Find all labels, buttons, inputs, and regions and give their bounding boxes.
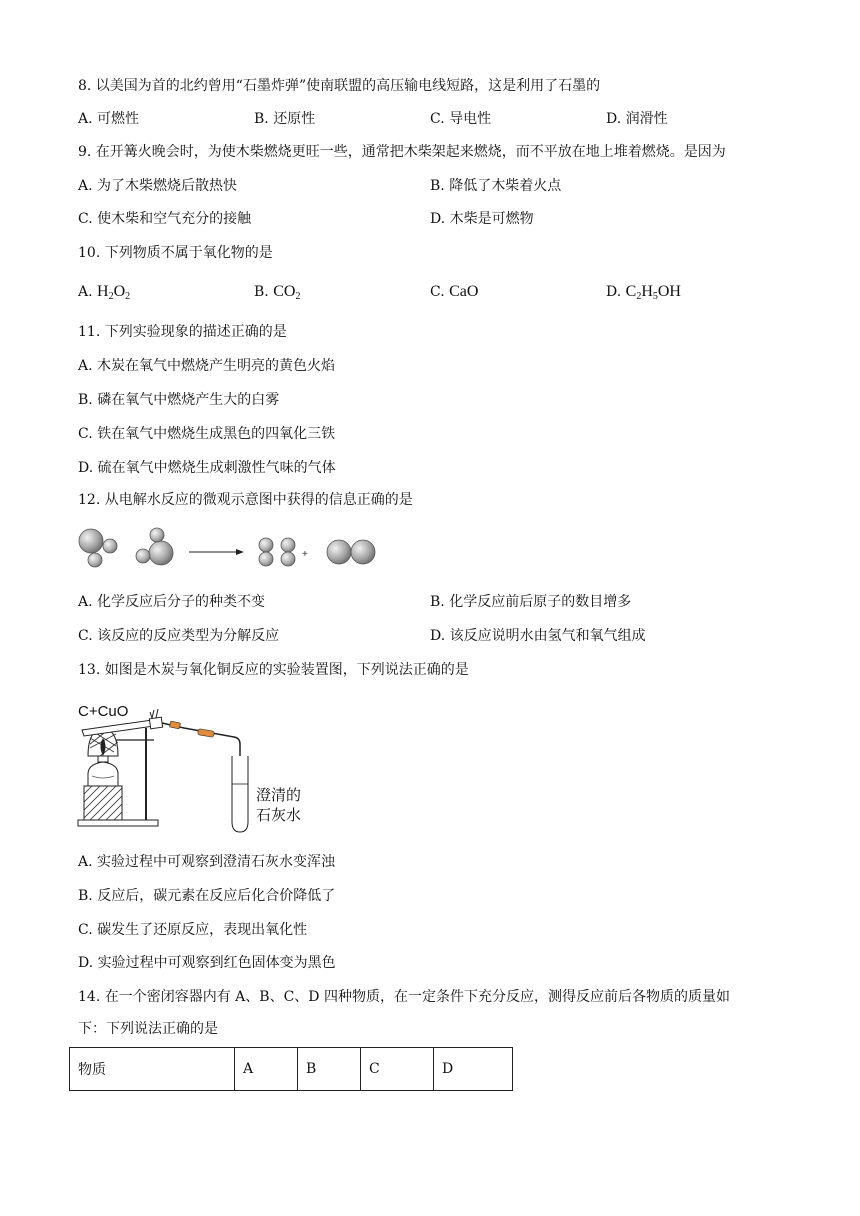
q13-option-c: C. 碳发生了还原反应，表现出氧化性 bbox=[78, 922, 308, 938]
q9-option-d: D. 木柴是可燃物 bbox=[430, 211, 534, 227]
q8-stem: 8. 以美国为首的北约曾用“石墨炸弹”使南联盟的高压输电线短路，这是利用了石墨的 bbox=[78, 78, 601, 94]
apparatus-label: C+CuO bbox=[78, 703, 129, 720]
q9-option-c: C. 使木柴和空气充分的接触 bbox=[78, 211, 252, 227]
q11-option-a: A. 木炭在氧气中燃烧产生明亮的黄色火焰 bbox=[78, 358, 336, 374]
q11-stem: 11. 下列实验现象的描述正确的是 bbox=[78, 324, 287, 340]
q12-option-d: D. 该反应说明水由氢气和氧气组成 bbox=[430, 628, 646, 644]
alcohol-lamp bbox=[88, 756, 118, 786]
q14-stem-line2: 下：下列说法正确的是 bbox=[78, 1021, 218, 1037]
oxygen-molecule bbox=[327, 540, 375, 564]
option-letter: B. bbox=[254, 284, 269, 300]
table-header-cell: A bbox=[235, 1048, 298, 1091]
table-header-cell: C bbox=[361, 1048, 434, 1091]
carbon-copper-oxide-apparatus bbox=[74, 698, 324, 838]
water-molecule-2 bbox=[136, 528, 173, 565]
q13-option-b: B. 反应后，碳元素在反应后化合价降低了 bbox=[78, 888, 336, 904]
q14-stem-line1: 14. 在一个密闭容器内有 A、B、C、D 四种物质，在一定条件下充分反应，测得反应前后各物质的质量如 bbox=[78, 989, 730, 1005]
hydrogen-molecule-2 bbox=[281, 538, 295, 566]
limewater-label-line1: 澄清的 bbox=[256, 786, 302, 804]
formula-h2o2: $H_2O_2$ bbox=[97, 283, 131, 302]
option-letter: C. bbox=[430, 284, 445, 300]
q9-stem: 9. 在开篝火晚会时，为使木柴燃烧更旺一些，通常把木柴架起来燃烧，而不平放在地上堆着燃烧。是因为 bbox=[78, 144, 726, 160]
formula-cao: CaO bbox=[449, 283, 479, 300]
table-header-cell: D bbox=[434, 1048, 513, 1091]
q12-stem: 12. 从电解水反应的微观示意图中获得的信息正确的是 bbox=[78, 492, 413, 508]
table-header-cell: B bbox=[298, 1048, 361, 1091]
q9-option-a: A. 为了木柴燃烧后散热快 bbox=[78, 178, 238, 194]
q8-option-d: D. 润滑性 bbox=[606, 111, 668, 127]
plus-sign: + bbox=[302, 549, 308, 560]
formula-c2h5oh: $C_2H_5OH$ bbox=[625, 283, 681, 302]
q8-option-c: C. 导电性 bbox=[430, 111, 492, 127]
limewater-test-tube bbox=[232, 756, 248, 832]
mass-table bbox=[69, 1047, 513, 1091]
q8-option-a: A. 可燃性 bbox=[78, 111, 140, 127]
heating-block bbox=[84, 786, 122, 820]
q13-stem: 13. 如图是木炭与氧化铜反应的实验装置图，下列说法正确的是 bbox=[78, 662, 469, 678]
stopper-tuft bbox=[150, 709, 158, 718]
q10-option-a bbox=[78, 282, 130, 307]
q10-option-c bbox=[430, 282, 478, 302]
q13-option-a: A. 实验过程中可观察到澄清石灰水变浑浊 bbox=[78, 854, 336, 870]
limewater-label-line2: 石灰水 bbox=[256, 806, 302, 824]
table-header-cell: 物质 bbox=[70, 1048, 235, 1091]
water-molecule-1 bbox=[79, 529, 117, 567]
delivery-tube bbox=[162, 721, 240, 824]
option-letter: D. bbox=[606, 284, 622, 300]
option-letter: A. bbox=[78, 284, 93, 300]
q8-option-b: B. 还原性 bbox=[254, 111, 316, 127]
reaction-test-tube bbox=[82, 717, 163, 736]
table-row bbox=[70, 1048, 513, 1091]
q11-option-c: C. 铁在氧气中燃烧生成黑色的四氧化三铁 bbox=[78, 426, 336, 442]
q11-option-d: D. 硫在氧气中燃烧生成刺激性气味的气体 bbox=[78, 460, 336, 476]
q10-option-d bbox=[606, 282, 681, 307]
q13-option-d: D. 实验过程中可观察到红色固体变为黑色 bbox=[78, 955, 336, 971]
q12-option-a: A. 化学反应后分子的种类不变 bbox=[78, 594, 266, 610]
q10-option-b bbox=[254, 282, 300, 307]
q11-option-b: B. 磷在氧气中燃烧产生大的白雾 bbox=[78, 392, 280, 408]
hydrogen-molecule-1 bbox=[259, 538, 273, 566]
q10-stem: 10. 下列物质不属于氧化物的是 bbox=[78, 245, 273, 261]
q12-option-b: B. 化学反应前后原子的数目增多 bbox=[430, 594, 632, 610]
formula-co2: $CO_2$ bbox=[273, 283, 301, 302]
electrolysis-molecular-diagram bbox=[76, 522, 386, 578]
q9-option-b: B. 降低了木柴着火点 bbox=[430, 178, 562, 194]
reaction-arrow bbox=[189, 549, 244, 555]
q12-option-c: C. 该反应的反应类型为分解反应 bbox=[78, 628, 280, 644]
